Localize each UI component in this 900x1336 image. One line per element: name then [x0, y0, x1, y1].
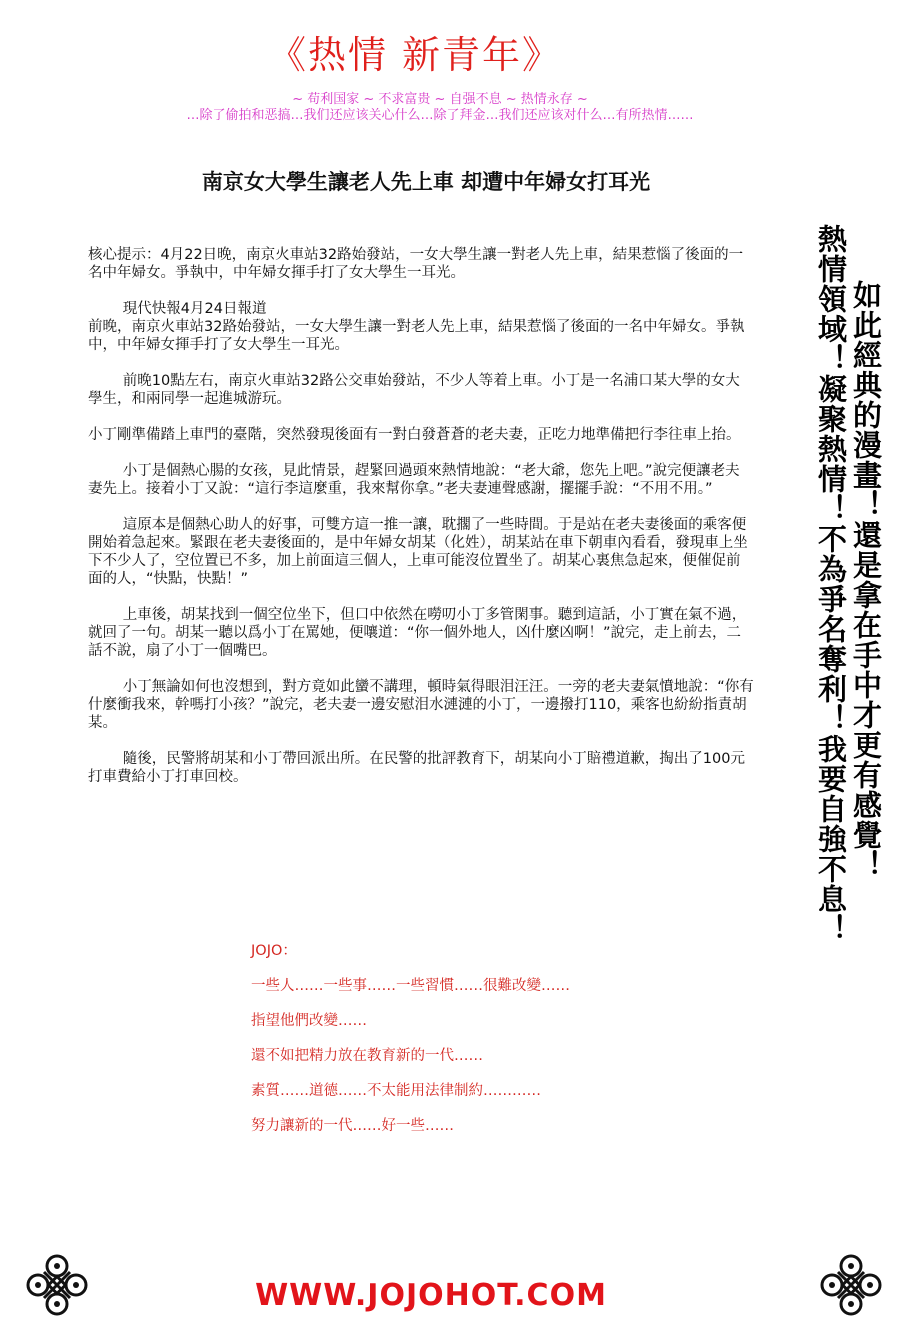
magazine-title: 《热情 新青年》 — [267, 33, 563, 77]
article-body — [88, 246, 754, 804]
article-paragraph: 小丁是個熱心腸的女孩，見此情景，趕緊回過頭來熱情地說：“老大爺，您先上吧。”說完便讓老夫妻先上。接着小丁又說：“這行李這麼重，我來幫你拿。”老夫妻連聲感謝，擺擺手說：“不用不用。” — [88, 463, 740, 497]
notes-line: 努力讓新的一代……好一些…… — [251, 1118, 454, 1134]
slogan-line-1: ~ 苟利国家 ~ 不求富贵 ~ 自强不息 ~ 热情永存 ~ — [292, 92, 588, 107]
article-paragraph: 上車後，胡某找到一個空位坐下，但口中依然在嘮叨小丁多管閑事。聽到這話，小丁實在氣不過，就回了一句。胡某一聽以爲小丁在罵她，便嚷道：“你一個外地人，凶什麼凶啊！”說完，走上前去，二話不說，扇了小丁一個嘴巴。 — [88, 607, 747, 659]
notes-line: 素質……道德……不太能用法律制約………… — [251, 1083, 541, 1099]
notes-line: 指望他們改變…… — [251, 1013, 367, 1029]
article-paragraph: 隨後，民警將胡某和小丁帶回派出所。在民警的批評教育下，胡某向小丁賠禮道歉，掏出了100元打車費給小丁打車回校。 — [88, 751, 745, 785]
website-url[interactable]: WWW.JOJOHOT.COM — [255, 1278, 607, 1313]
notes-line: JOJO： — [251, 943, 297, 959]
editor-notes — [251, 942, 711, 1152]
article-paragraph: 這原本是個熱心助人的好事，可雙方這一推一讓，耽擱了一些時間。于是站在老夫妻後面的乘客便開始着急起來。緊跟在老夫妻後面的，是中年婦女胡某（化姓），胡某站在車下朝車內看看，發現車上坐下不少人了，空位置已不多，加上前面這三個人，上車可能沒位置坐了。胡某心裏焦急起來，便催促前面的人，“快點，快點！” — [88, 517, 748, 587]
slogan-line-2: …除了偷拍和恶搞…我们还应该关心什么…除了拜金…我们还应该对什么…有所热情…… — [186, 108, 694, 123]
article-paragraph: 現代快報4月24日報道 — [122, 301, 267, 317]
side-slogan-column-2: 如此經典的漫畫！還是拿在手中才更有感覺！ — [849, 280, 883, 880]
article-paragraph: 小丁剛準備踏上車門的臺階，突然發現後面有一對白發蒼蒼的老夫妻，正吃力地準備把行李往車上抬。 — [88, 427, 741, 443]
article-paragraph: 前晚10點左右，南京火車站32路公交車始發站，不少人等着上車。小丁是一名浦口某大學的女大學生，和兩同學一起進城游玩。 — [88, 373, 740, 407]
article-paragraph: 前晚，南京火車站32路始發站，一女大學生讓一對老人先上車，結果惹惱了後面的一名中年婦女。爭執中，中年婦女揮手打了女大學生一耳光。 — [88, 319, 745, 353]
article-title: 南京女大學生讓老人先上車 却遭中年婦女打耳光 — [201, 170, 651, 194]
side-slogan-column-1: 熱情領域！凝聚熱情！不為爭名奪利！我要自強不息！ — [814, 224, 848, 944]
article-paragraph: 小丁無論如何也沒想到，對方竟如此蠻不講理，頓時氣得眼泪汪汪。一旁的老夫妻氣憤地說：“你有什麼衝我來，幹嗎打小孩？”說完，老夫妻一邊安慰泪水漣漣的小丁，一邊撥打110，乘客也紛紛指責胡某。 — [88, 679, 754, 731]
article-paragraph: 核心提示：4月22日晚，南京火車站32路始發站，一女大學生讓一對老人先上車，結果惹惱了後面的一名中年婦女。爭執中，中年婦女揮手打了女大學生一耳光。 — [88, 247, 744, 281]
notes-line: 一些人……一些事……一些習慣……很難改變…… — [251, 978, 570, 994]
notes-line: 還不如把精力放在教育新的一代…… — [251, 1048, 483, 1064]
